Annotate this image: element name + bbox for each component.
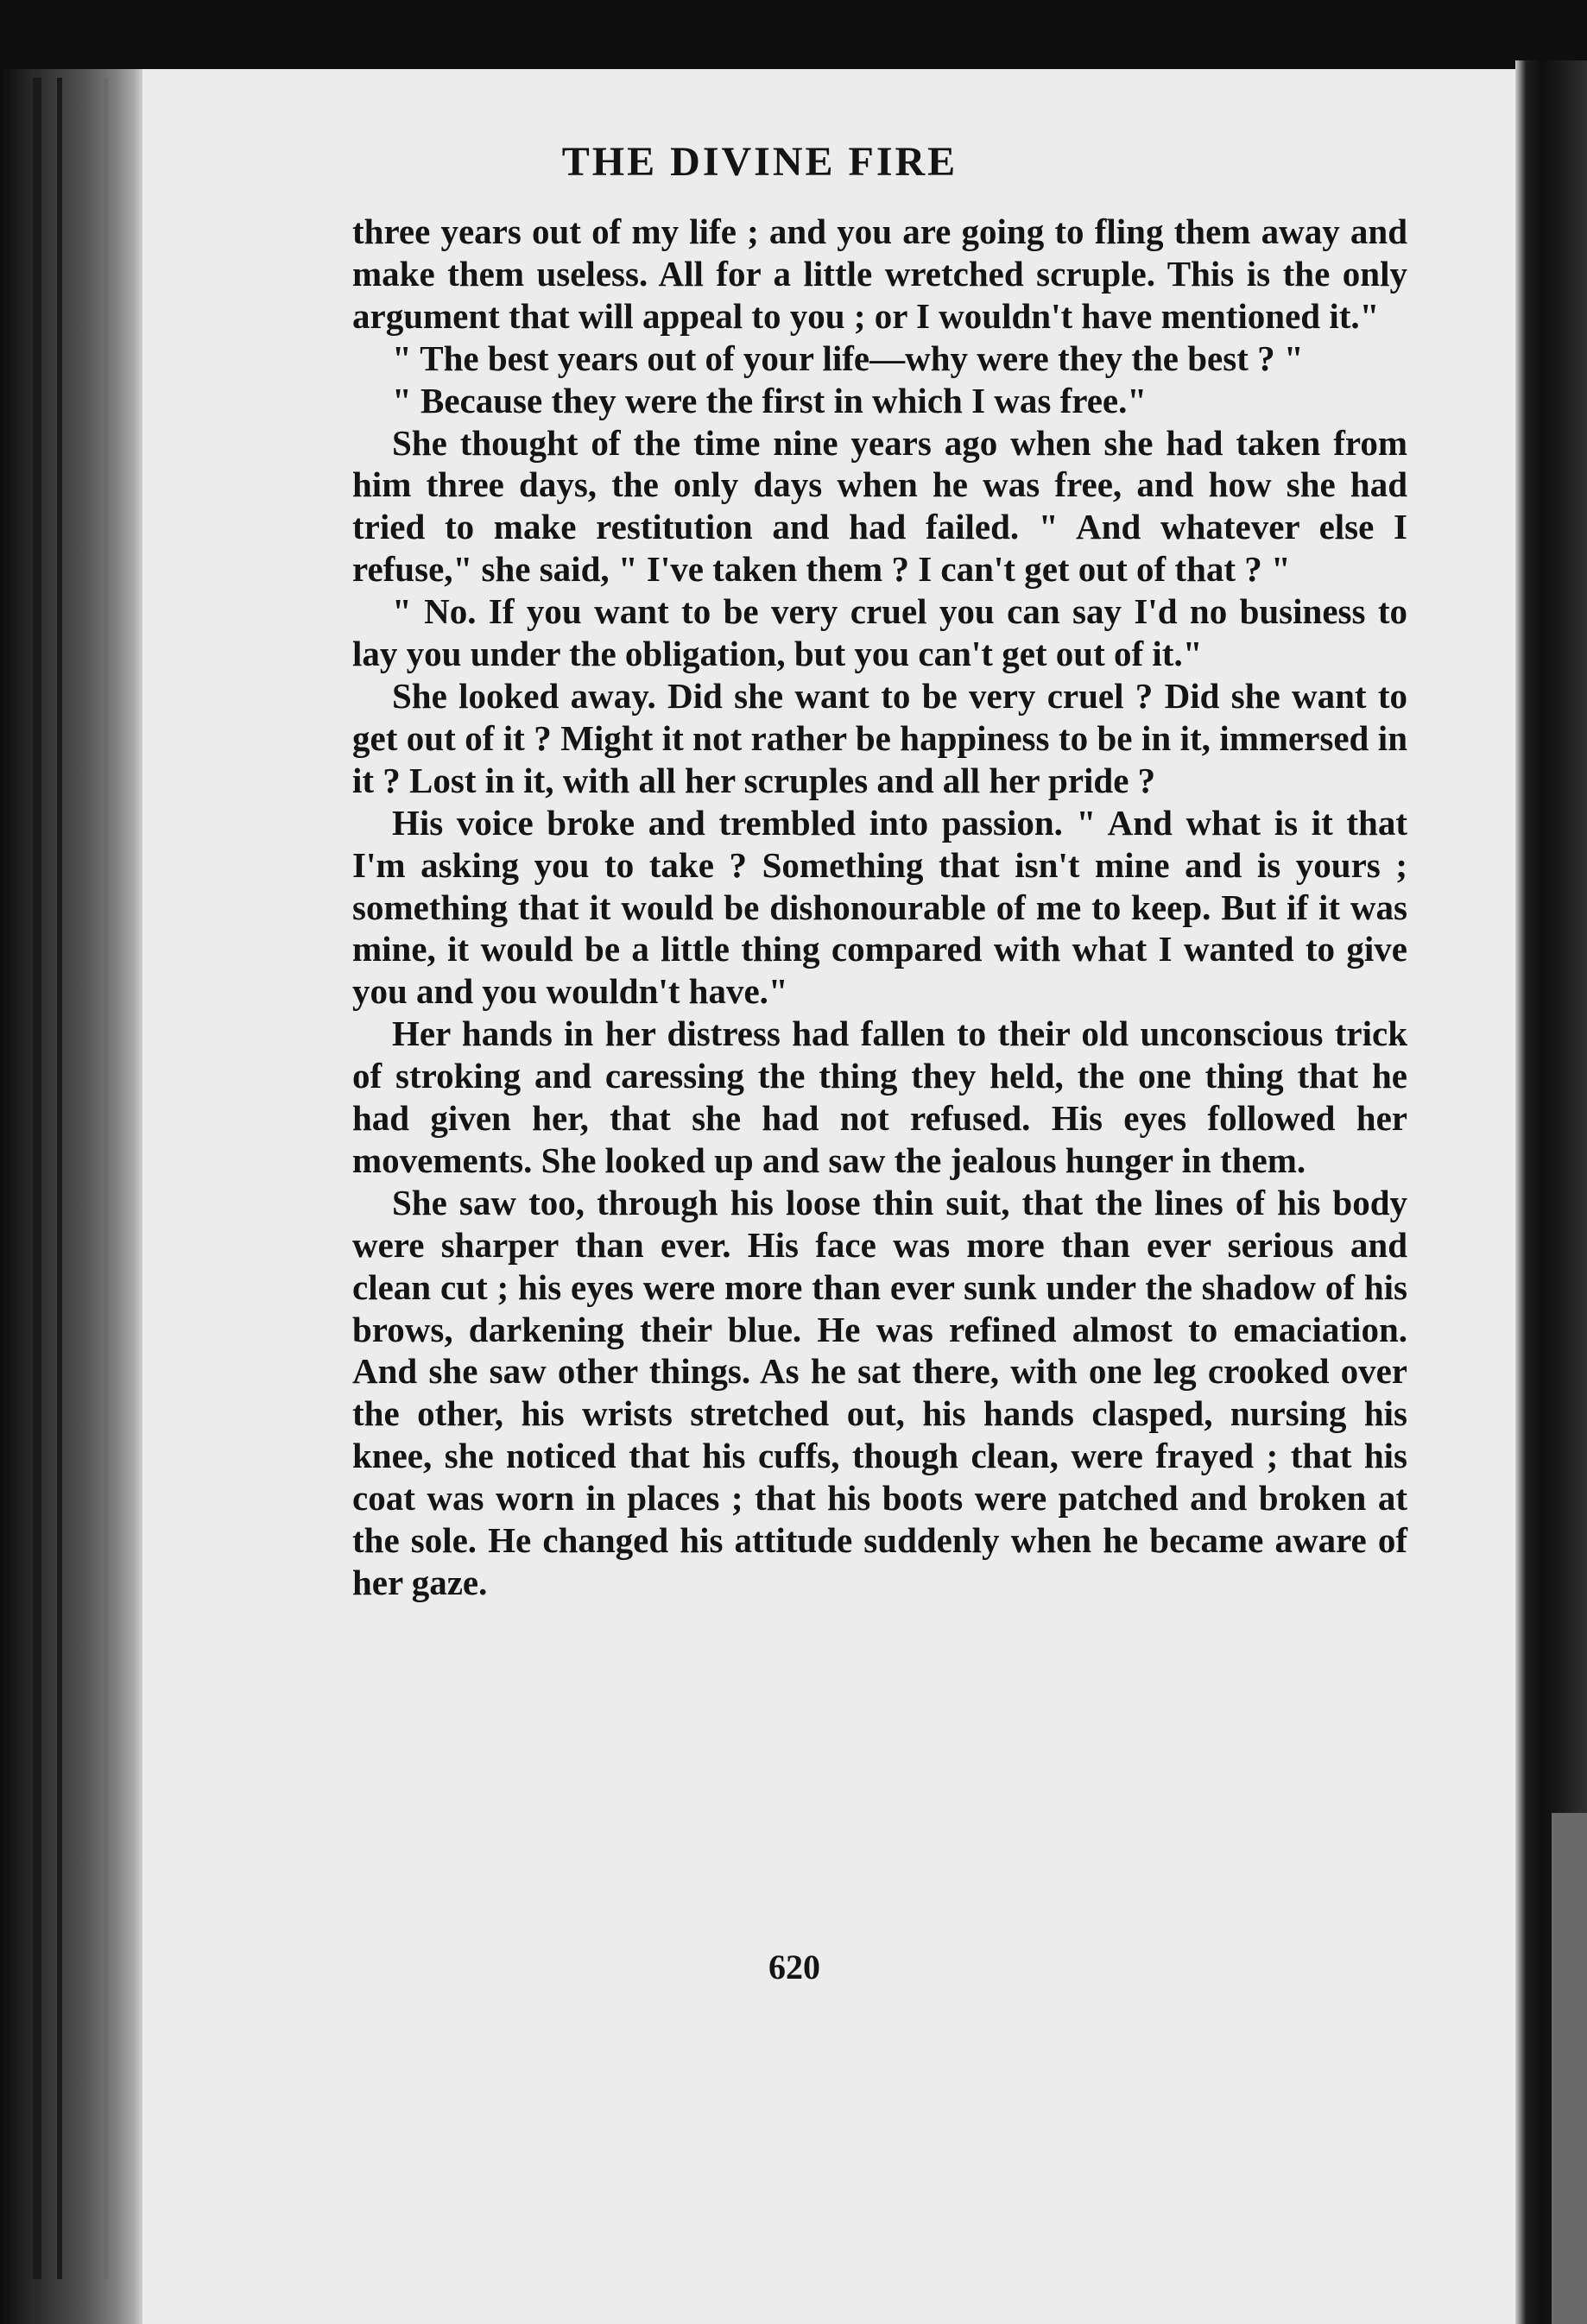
paragraph: She saw too, through his loose thin suit, that the lines of his body were sharper than ever. His face was more than ever serious and clean cut ; his eyes were more than ever sunk under the shadow of his brows, darkening their blue. He was refined almost to emaciation. And she saw other things. As he sat there, with one leg crooked over the other, his wrists stretched out, his hands clasped, nursing his knee, she noticed that his cuffs, though clean, were frayed ; that his coat was worn in places ; that his boots were patched and broken at the sole. He changed his attitude suddenly when he became aware of her gaze. (352, 1182, 1407, 1602)
paragraph: " The best years out of your life—why were they the best ? " (392, 338, 1304, 378)
page-number: 620 (768, 1948, 820, 1986)
book-edge-strip (1552, 1813, 1587, 2324)
paragraph: His voice broke and trembled into passion. " And what is it that I'm asking you to take ? Something that isn't mine and is yours ; something that it would be dishonourable of me to keep. But if it was mine, it would be a little thing compared with what I wanted to give you and you wouldn't have." (352, 802, 1407, 1012)
paragraph: Her hands in her distress had fallen to their old unconscious trick of stroking and caressing the thing they held, the one thing that he had given her, that she had not refused. His eyes followed her movements. She looked up and saw the jealous hunger in them. (352, 1014, 1407, 1180)
book-gutter-left (0, 69, 142, 2324)
book-edge-line (104, 78, 108, 2279)
paragraph: three years out of my life ; and you are going to fling them away and make them useless. All for a little wretched scruple. This is the only argument that will appeal to you ; or I wouldn't have mentioned it." (352, 212, 1407, 336)
book-edge-line (57, 78, 62, 2279)
paragraph: " Because they were the first in which I was free." (392, 380, 1148, 420)
body-text (352, 211, 1407, 1604)
paragraph: She looked away. Did she want to be very cruel ? Did she want to get out of it ? Might it not rather be happiness to be in it, immersed in it ? Lost in it, with all her scruples and all her pride ? (352, 675, 1407, 800)
running-title: THE DIVINE FIRE (561, 139, 958, 185)
paragraph: " No. If you want to be very cruel you can say I'd no business to lay you under the obligation, but you can't get out of it." (352, 591, 1407, 674)
paragraph: She thought of the time nine years ago when she had taken from him three days, the only days when he was free, and how she had tried to make restitution and had failed. " And whatever else I refuse," she said, " I've taken them ? I can't get out of that ? " (352, 422, 1407, 590)
book-edge-line (33, 78, 41, 2279)
